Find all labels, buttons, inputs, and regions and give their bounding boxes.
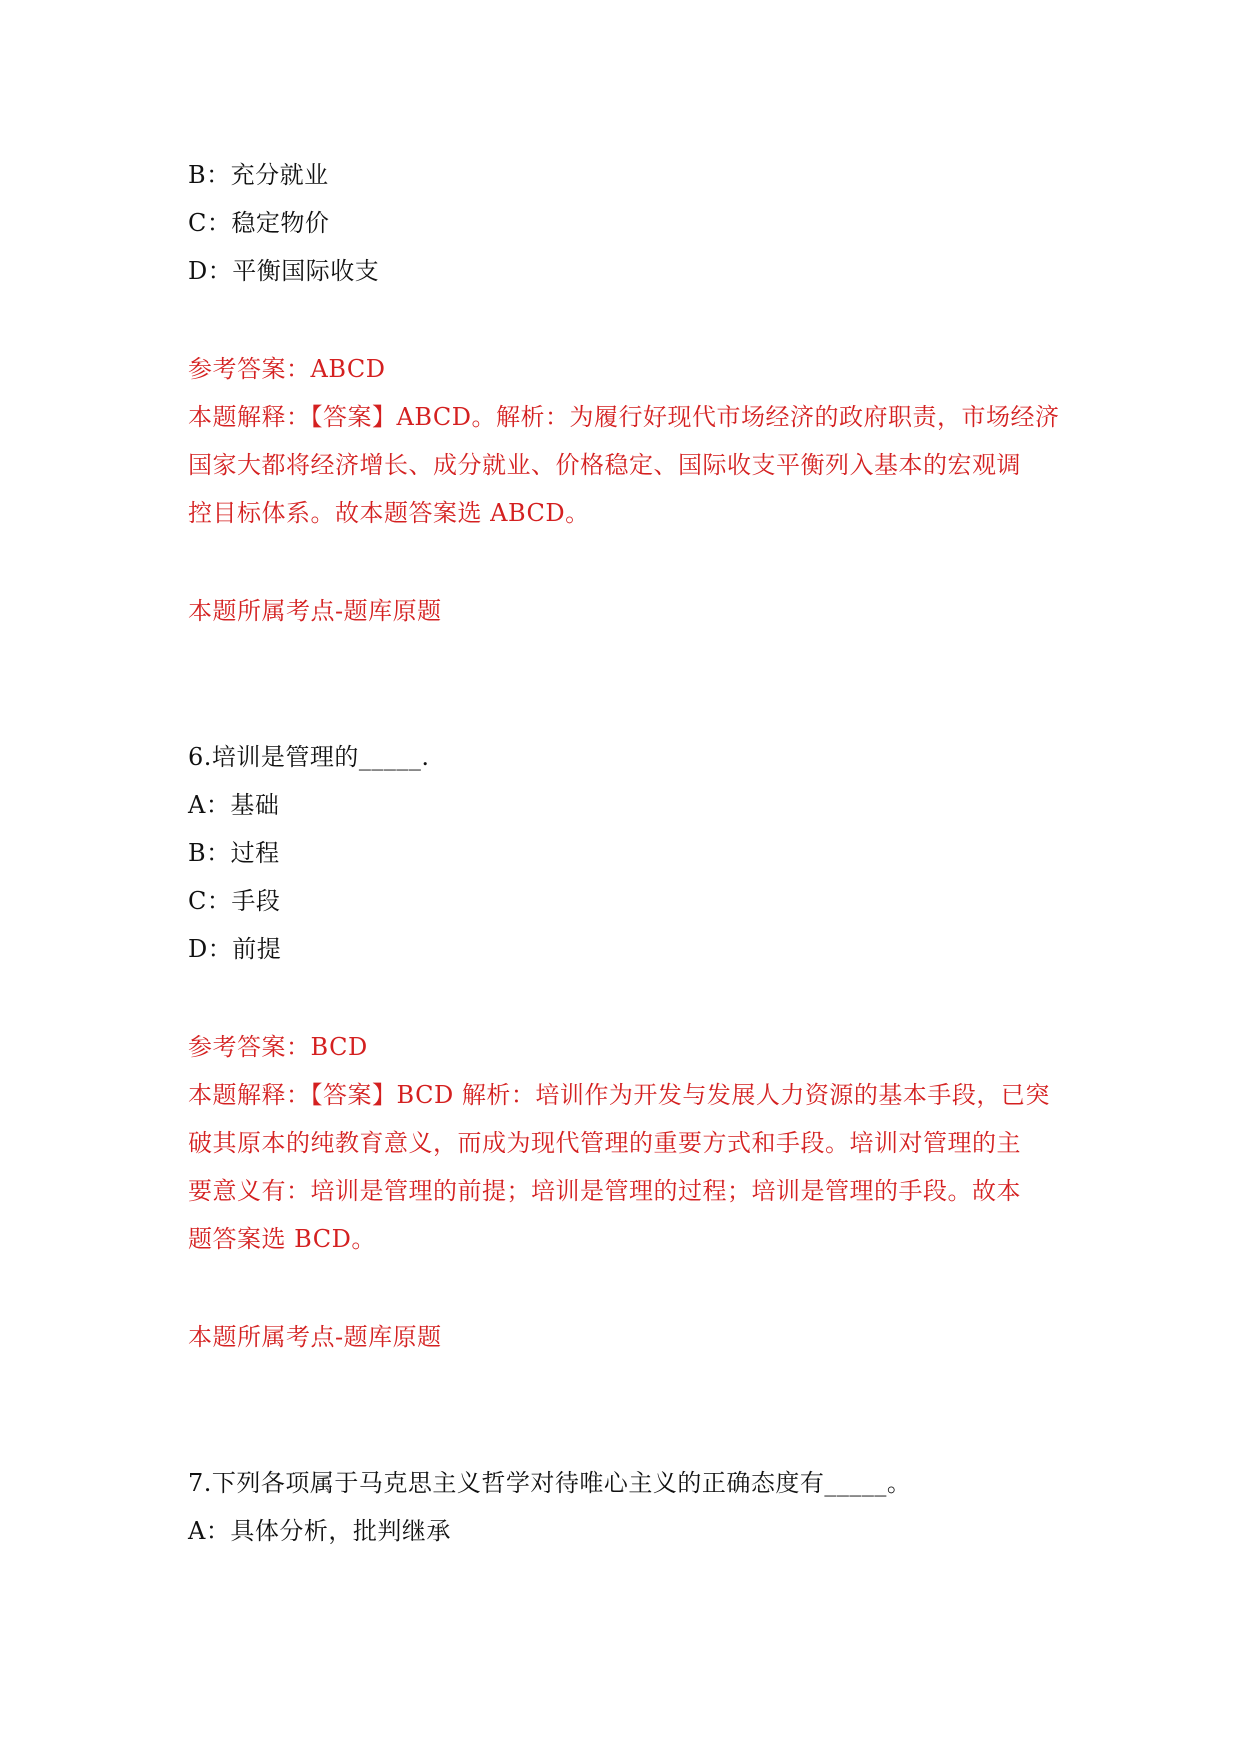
explanation-line-2: 破其原本的纯教育意义，而成为现代管理的重要方式和手段。培训对管理的主 <box>188 1129 1021 1157</box>
explanation-line-3: 控目标体系。故本题答案选 ABCD。 <box>188 499 590 527</box>
question-stem: 7.下列各项属于马克思主义哲学对待唯心主义的正确态度有_____。 <box>188 1469 912 1497</box>
option-a: A：基础 <box>188 791 280 819</box>
explanation-line-1: 本题解释：【答案】ABCD。解析：为履行好现代市场经济的政府职责，市场经济 <box>188 403 1060 431</box>
explanation-line-3: 要意义有：培训是管理的前提；培训是管理的过程；培训是管理的手段。故本 <box>188 1177 1021 1205</box>
option-b: B：过程 <box>188 839 280 867</box>
answer-line: 参考答案：ABCD <box>188 355 386 383</box>
option-c: C：稳定物价 <box>188 209 330 237</box>
option-c: C：手段 <box>188 887 281 915</box>
explanation-line-4: 题答案选 BCD。 <box>188 1225 376 1253</box>
option-a: A：具体分析，批判继承 <box>188 1517 451 1545</box>
explanation-line-1: 本题解释：【答案】BCD 解析：培训作为开发与发展人力资源的基本手段，已突 <box>188 1081 1050 1109</box>
option-d: D：平衡国际收支 <box>188 257 380 285</box>
option-d: D：前提 <box>188 935 282 963</box>
option-b: B：充分就业 <box>188 161 329 189</box>
answer-line: 参考答案：BCD <box>188 1033 368 1061</box>
source-line: 本题所属考点-题库原题 <box>188 597 442 625</box>
source-line: 本题所属考点-题库原题 <box>188 1323 442 1351</box>
explanation-line-2: 国家大都将经济增长、成分就业、价格稳定、国际收支平衡列入基本的宏观调 <box>188 451 1021 479</box>
question-stem: 6.培训是管理的_____. <box>188 743 430 771</box>
